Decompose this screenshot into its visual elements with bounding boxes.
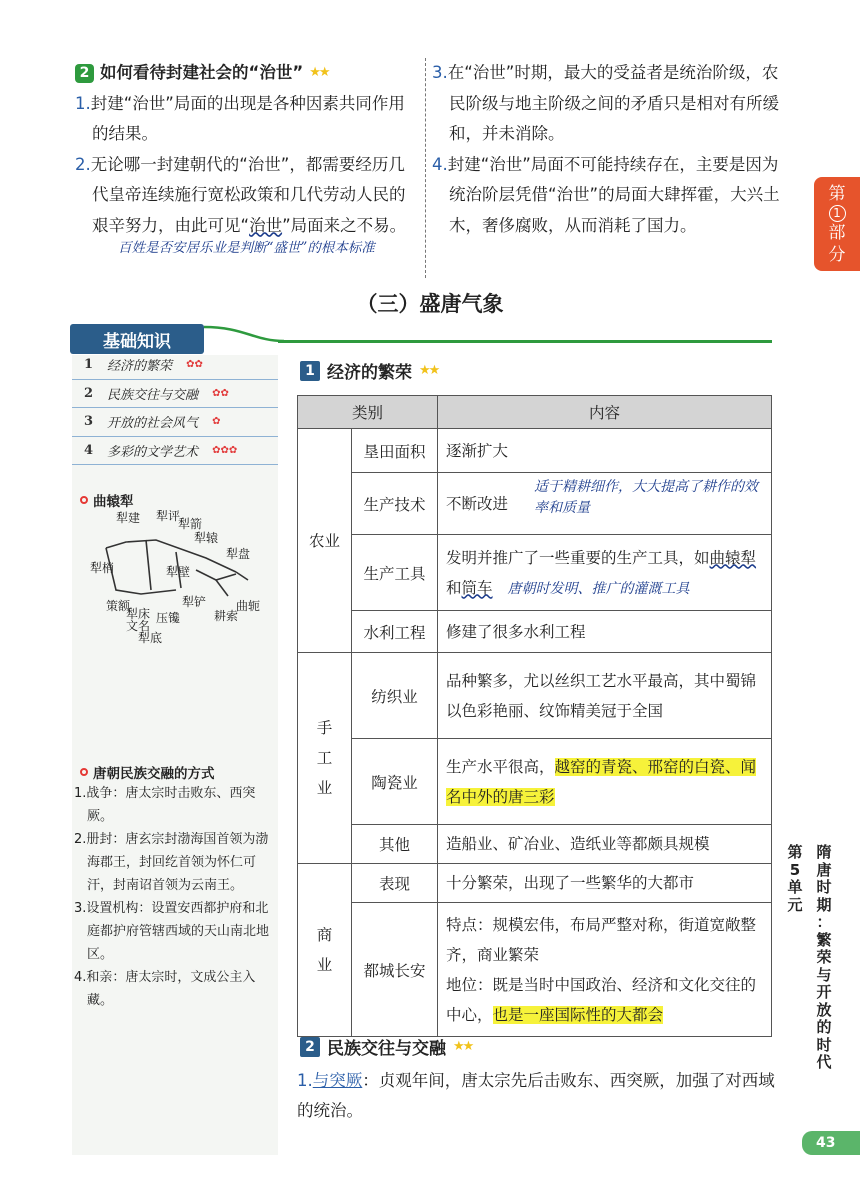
page-number: 43 (802, 1131, 860, 1155)
highlighted-text: 越窑的青瓷、邢窑的白瓷、闻名中外的唐三彩 (446, 757, 757, 806)
category-commerce: 商业 (298, 864, 352, 1037)
plough-label: 犁铲 (182, 595, 207, 609)
knowledge-item: 2 民族交往与交融 ✿✿ (72, 380, 278, 409)
plough-label: 文名 (126, 619, 151, 633)
chapter-title: （三）盛唐气象 (356, 292, 504, 316)
top-item-4: 4.封建“治世”局面不可能持续存在，主要是因为统治阶层凭借“治世”的局面大肆挥霍，大兴土木，奢侈腐败，从而消耗了国力。 (432, 154, 780, 235)
section-2-item: 1.与突厥：贞观年间，唐太宗先后击败东、西突厥，加强了对西域的统治。 (297, 1071, 775, 1120)
minzu-heading: 唐朝民族交融的方式 (80, 762, 215, 782)
bullet-icon (80, 496, 88, 504)
category-handicraft: 手工业 (298, 653, 352, 864)
top-item-3: 3.在“治世”时期，最大的受益者是统治阶级，农民阶级与地主阶级之间的矛盾只是相对有所缓和，并未消除。 (432, 63, 779, 143)
section-rule (278, 340, 772, 343)
category-agriculture: 农业 (298, 429, 352, 653)
plough-heading: 曲辕犁 (80, 490, 134, 510)
handwritten-note: 百姓是否安居乐业是判断“盛世”的根本标准 (118, 240, 375, 256)
star-icon: ✿✿ (186, 359, 203, 371)
table-cell: 生产水平很高，越窑的青瓷、邢窑的白瓷、闻名中外的唐三彩 (438, 739, 772, 825)
unit-title: 隋 唐 时 期 ： 繁 荣 与 开 放 的 时 代 (816, 843, 832, 1071)
basic-knowledge-banner: 基础知识 (70, 324, 204, 354)
top-heading (75, 58, 420, 89)
sidebar-panel (72, 355, 278, 1155)
minzu-item: 2.册封：唐玄宗封渤海国首领为渤海郡王，封回纥首领为怀仁可汗，封南诏首领为云南王。 (74, 832, 269, 893)
top-left-column (75, 58, 420, 241)
plough-label: 犁壁 (166, 565, 191, 579)
minzu-item: 3.设置机构：设置安西都护府和北庭都护府管辖西域的天山南北地区。 (74, 901, 270, 962)
plough-label: 犁底 (138, 631, 163, 645)
knowledge-item: 1 经济的繁荣 ✿✿ (72, 351, 278, 380)
top-heading-text: 如何看待封建社会的“治世” (100, 63, 304, 82)
table-cell: 特点：规模宏伟，布局严整对称，街道宽敞整齐，商业繁荣 地位：既是当时中国政治、经济和文化交往的中心，也是一座国际性的大都会 (438, 903, 772, 1037)
section-2-heading: 2 民族交往与交融 ★★ (300, 1034, 472, 1059)
knowledge-item: 4 多彩的文学艺术 ✿✿✿ (72, 437, 278, 466)
top-item-2: 2.无论哪一封建朝代的“治世”，都需要经历几代皇帝连续施行宽松政策和几代劳动人民的艰辛努力，由此可见“治世”局面来之不易。 (75, 154, 407, 235)
knowledge-item: 3 开放的社会风气 ✿ (72, 408, 278, 437)
plough-label: 犁评 (156, 510, 181, 523)
part-tab: 第 1 部 分 (814, 177, 860, 271)
star-icon: ★★ (419, 363, 439, 378)
star-icon: ✿✿ (212, 387, 229, 399)
unit-label: 第 5 单 元 (787, 843, 803, 914)
plough-label: 曲轭 (236, 599, 261, 613)
plough-label: 耕索 (214, 609, 239, 623)
minzu-list (74, 782, 272, 1012)
star-icon: ✿✿✿ (212, 444, 238, 456)
column-divider (425, 58, 426, 278)
table-cell: 不断改进 适于精耕细作，大大提高了耕作的效率和质量 (438, 473, 772, 535)
minzu-item: 4.和亲：唐太宗时，文成公主入藏。 (74, 970, 256, 1008)
top-right-column (432, 58, 780, 241)
top-item-1: 1.封建“治世”局面的出现是各种因素共同作用的结果。 (75, 93, 405, 143)
minzu-item: 1.战争：唐太宗时击败东、西突厥。 (74, 786, 256, 824)
plough-label: 犁辕 (194, 531, 219, 545)
plough-label: 犁盘 (226, 547, 251, 561)
curved-plough-diagram (86, 510, 266, 660)
table-header: 类别 (298, 396, 438, 429)
star-icon: ★★ (453, 1039, 473, 1054)
section-1-heading: 1 经济的繁荣 ★★ (300, 358, 438, 383)
banner-connector (204, 325, 284, 343)
plough-label: 犁梢 (90, 561, 115, 575)
knowledge-list (72, 351, 278, 465)
plough-label: 犁箭 (178, 517, 203, 531)
handwritten-note: 适于精耕细作，大大提高了耕作的效率和质量 (534, 479, 758, 516)
handwritten-note: 唐朝时发明、推广的灌溉工具 (507, 580, 690, 597)
plough-label: 压镵 (156, 611, 181, 625)
star-icon: ✿ (212, 416, 221, 428)
plough-label: 犁床 (126, 607, 151, 621)
plough-label: 犁建 (116, 511, 141, 525)
heading-number-badge: 2 (75, 64, 94, 83)
plough-label: 策额 (106, 599, 131, 613)
table-header: 内容 (438, 396, 772, 429)
bullet-icon (80, 768, 88, 776)
star-icon: ★★ (309, 65, 329, 80)
highlighted-text: 也是一座国际性的大都会 (492, 1005, 664, 1024)
table-cell: 发明并推广了一些重要的生产工具，如曲辕犁和筒车 唐朝时发明、推广的灌溉工具 (438, 535, 772, 611)
wavy-underline-text: 治世 (249, 215, 283, 235)
economy-table: 类别 内容 农业 垦田面积 逐渐扩大 生产技术 不断改进 适于精耕细作，大大提高了耕作的效率和质量 生产工具 发明并推广了一些重要的生产工具，如曲辕犁和筒车 唐朝时发明、推广的灌溉工具 水利工程 修建了很多水利工程 手工业 纺织业 品种繁多，尤以丝织工艺水平最高，其中蜀锦以色彩艳丽、纹饰精美冠于全国 陶瓷业 生产水平很高，越窑的青瓷、邢窑的白瓷、闻名中外的唐三彩 其他 造船业、矿冶业、造纸业等都颇具规模 商业 表现 十分繁荣，出现了一些繁华的大都市 都城长安 特点：规模宏伟，布局严整对称，街道宽敞整齐，商业繁荣 地位：既是当时中国政治、经济和文化交往的中心，也是一座国际性的大都会 (297, 395, 772, 1037)
